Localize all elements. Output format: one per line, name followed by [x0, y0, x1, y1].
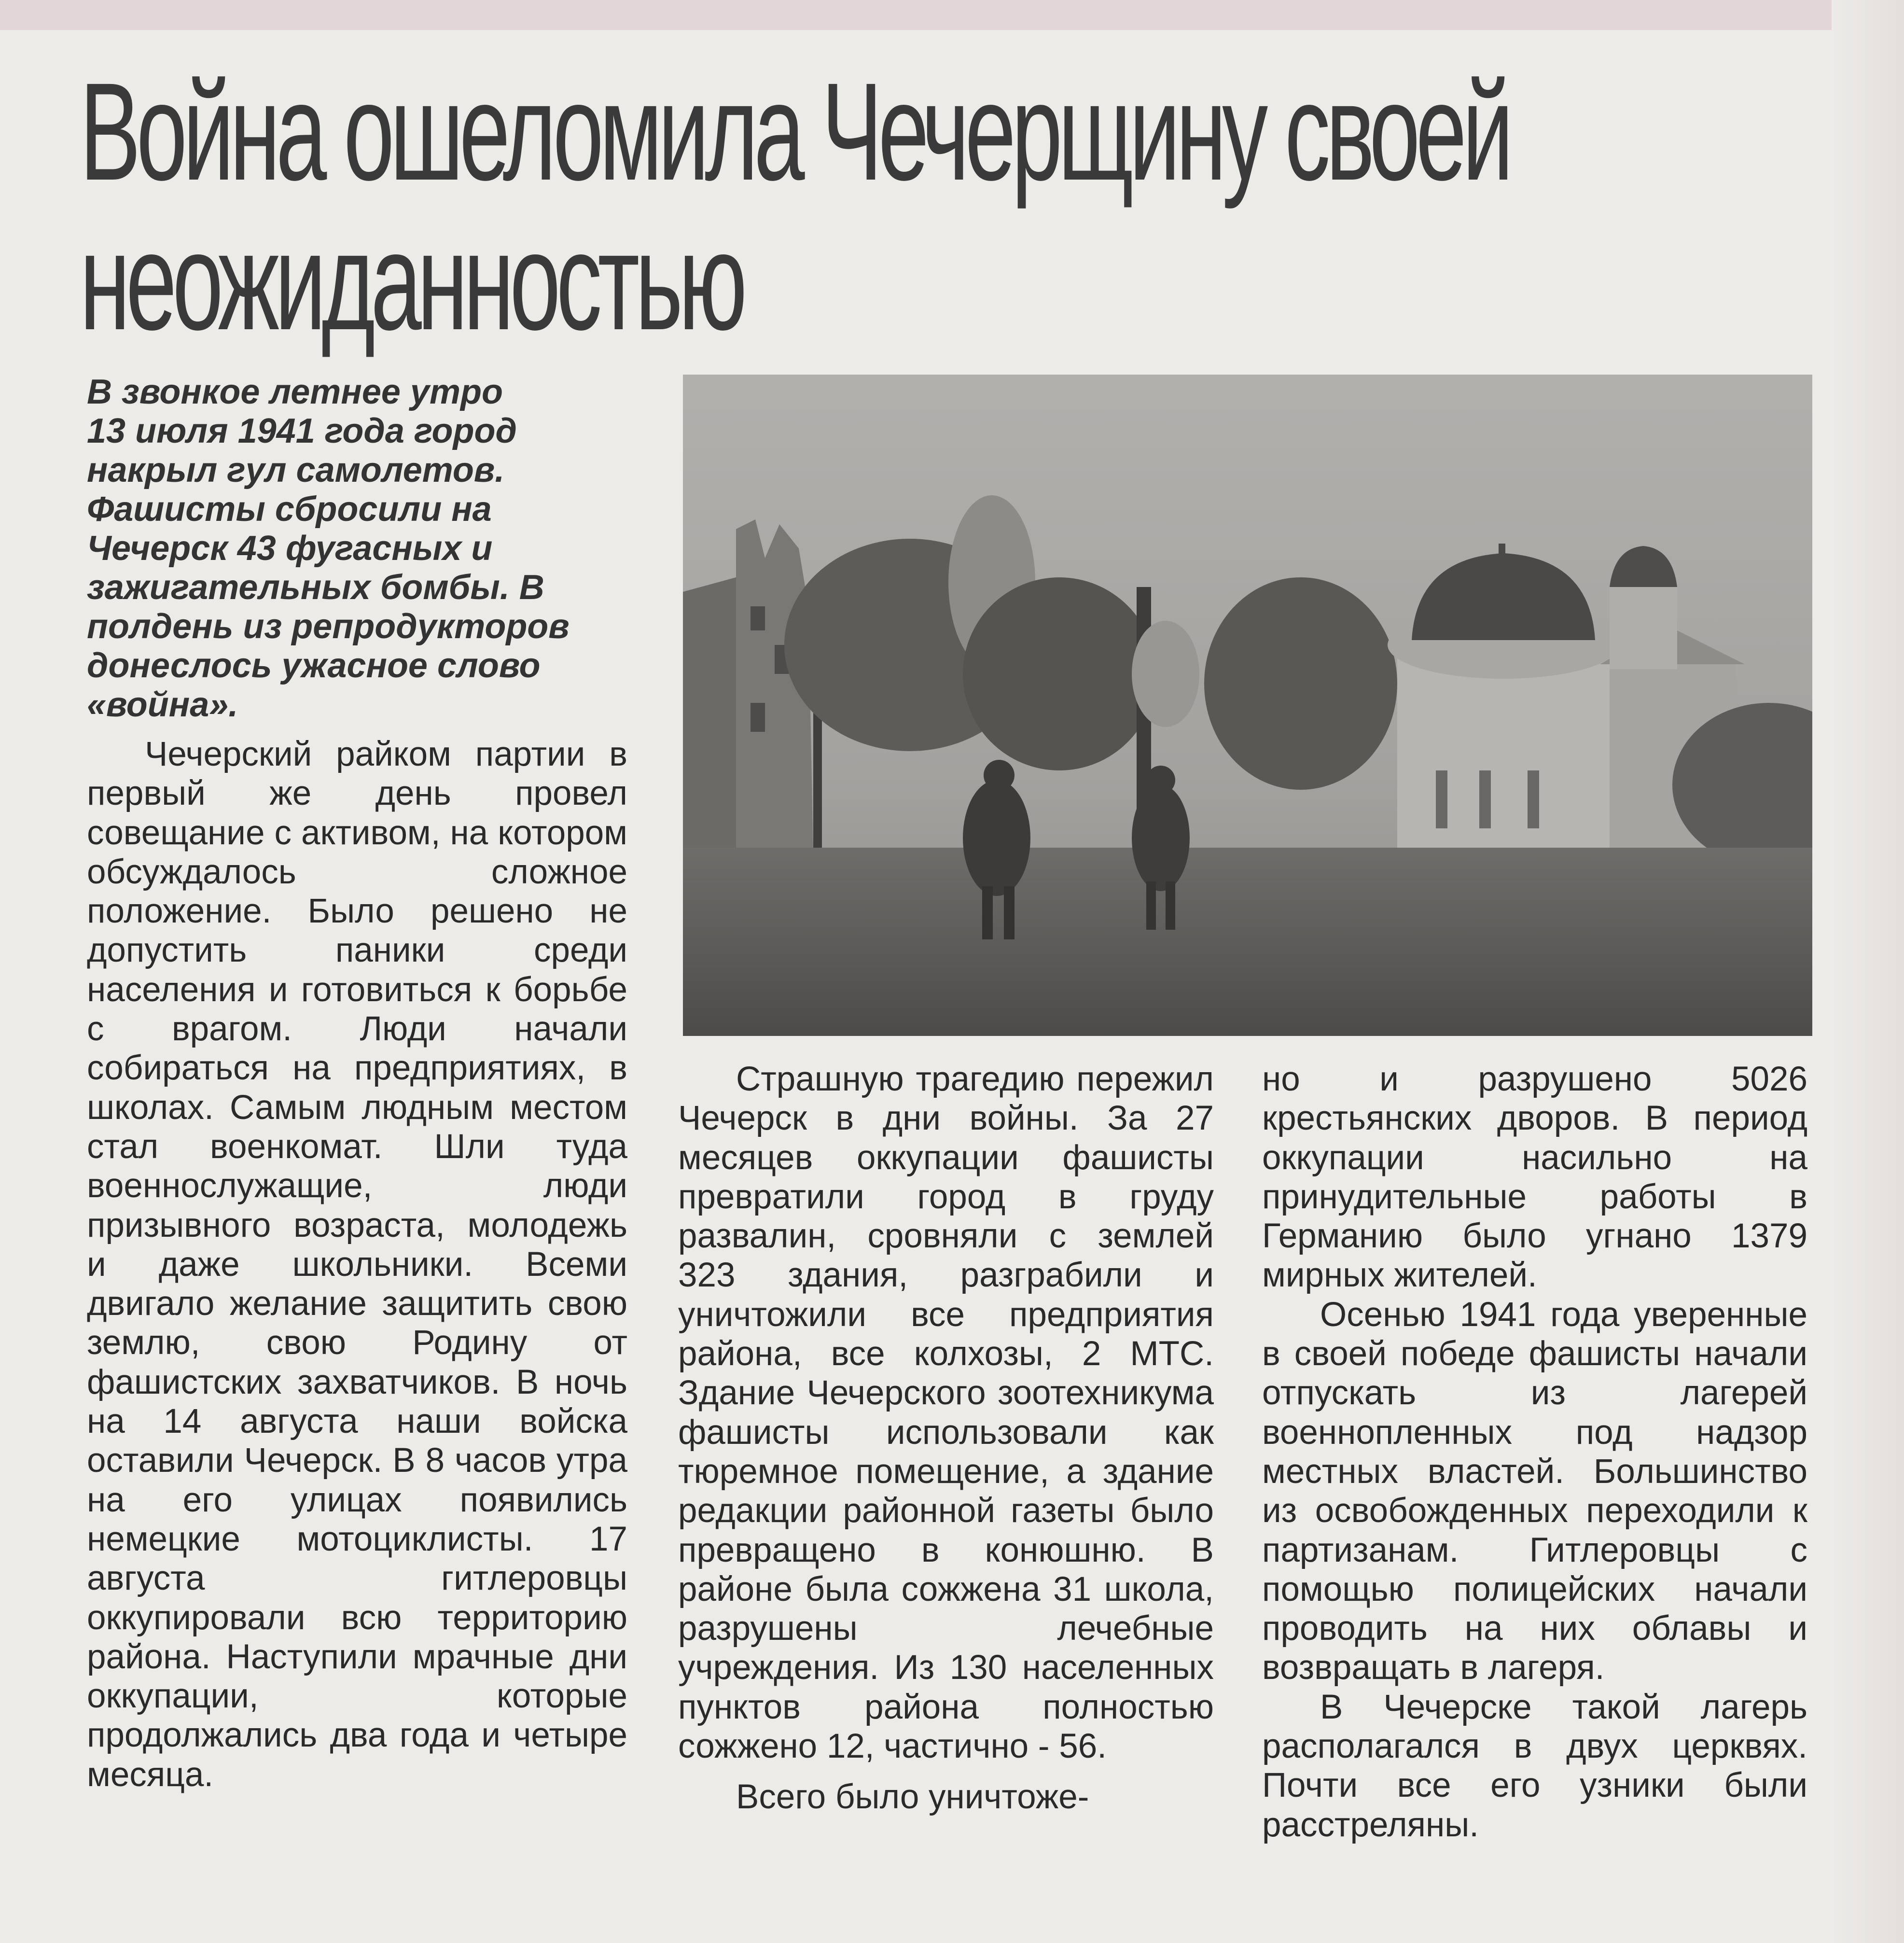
paragraph: В Чечерске такой лагерь располагался в двух церквях. Почти все его узники были расстреляны. [1262, 1688, 1807, 1844]
paragraph: Чечерский райком партии в первый же день провел совещание с активом, на котором обсуждалось сложное положение. Было решено не допустить паники среди населения и готовиться к борьбе с врагом. Люди начали собираться на предприятиях, в школах. Самым людным местом стал военкомат. Шли туда военнослужащие, люди призывного возраста, молодежь и даже школьники. Всеми двигало желание защитить свою землю, свою Родину от фашистских захватчиков. В ночь на 14 августа наши войска оставили Чечерск. В 8 часов утра на его улицах появились немецкие мотоциклисты. 17 августа гитлеровцы оккупировали всю территорию района. Наступили мрачные дни оккупации, которые продолжались два года и четыре месяца. [87, 735, 627, 1794]
page-top-band [0, 0, 1904, 30]
lead-line: Чечерск 43 фугасных и [87, 529, 493, 568]
article-headline [80, 54, 1509, 359]
article-column-2 [678, 1060, 1214, 1817]
paragraph: Всего было уничтоже- [736, 1778, 1089, 1817]
photo-image [683, 375, 1812, 1036]
headline-line-2: неожиданностью [80, 204, 743, 359]
lead-line: зажигательных бомбы. В [87, 568, 544, 607]
lead-line: В звонкое летнее утро [87, 373, 503, 411]
paragraph: Страшную трагедию пережил Чечерск в дни войны. За 27 месяцев оккупации фашисты превратили город в груду развалин, сровняли с землей 323 здания, разграбили и уничтожили все предприятия района, все колхозы, 2 МТС. Здание Чечерского зоотехникума фашисты использовали как тюремное помещение, а здание редакции районной газеты было превращено в конюшню. В районе была сожжена 31 школа, разрушены лечебные учреждения. Из 130 населенных пунктов района полностью сожжено 12, частично - 56. [678, 1060, 1214, 1766]
article-lead [87, 373, 627, 725]
article-column-1 [87, 735, 627, 1794]
paragraph: но и разрушено 5026 крестьянских дворов. В период оккупации насильно на принудительные работы в Германию было угнано 1379 мирных жителей. [1262, 1060, 1807, 1295]
article-column-3 [1262, 1060, 1807, 1845]
war-ruins-photo [683, 375, 1812, 1036]
lead-line: «война». [87, 685, 238, 724]
paragraph: Осенью 1941 года уверенные в своей победе фашисты начали отпускать из лагерей военнопленных под надзор местных властей. Большинство из освобожденных переходили к партизанам. Гитлеровцы с помощью полицейских начали проводить на них облавы и возвращать в лагеря. [1262, 1295, 1807, 1687]
lead-line: 13 июля 1941 года город [87, 412, 517, 450]
page-edge [1832, 0, 1904, 1943]
lead-line: накрыл гул самолетов. [87, 451, 505, 489]
headline-line-1: Война ошеломила Чечерщину своей [80, 54, 1509, 210]
lead-line: полдень из репродукторов [87, 607, 570, 646]
lead-line: Фашисты сбросили на [87, 490, 492, 529]
lead-line: донеслось ужасное слово [87, 646, 541, 685]
